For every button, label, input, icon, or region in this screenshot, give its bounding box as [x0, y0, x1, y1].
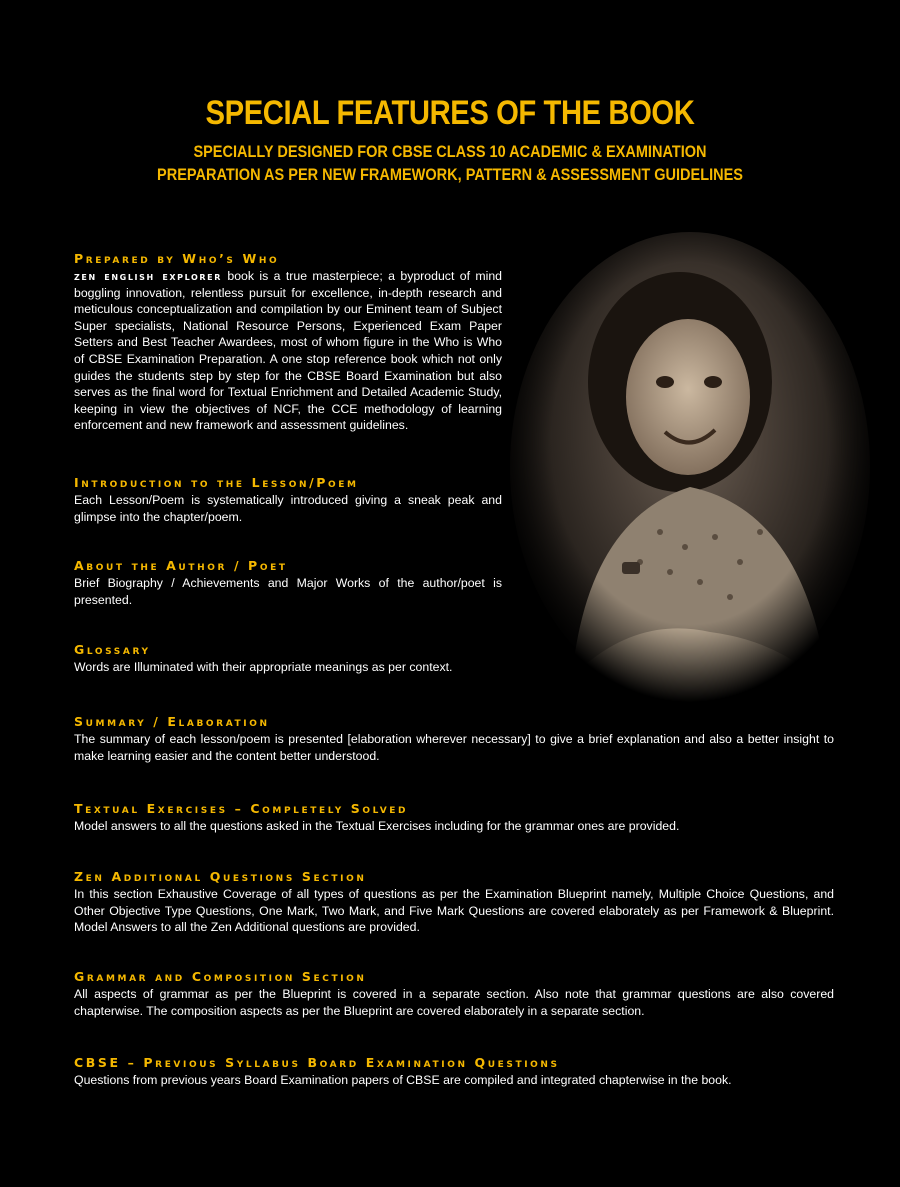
section-cbse-previous: [74, 1055, 834, 1089]
section-heading: Glossary: [74, 642, 151, 657]
section-body: Words are Illuminated with their appropriate meanings as per context.: [74, 660, 453, 674]
book-brand-name: zen english explorer: [74, 269, 223, 283]
section-body: Questions from previous years Board Examination papers of CBSE are compiled and integrated chapterwise in the book.: [74, 1073, 732, 1087]
section-body: Model answers to all the questions asked in the Textual Exercises including for the grammar ones are provided.: [74, 819, 680, 833]
section-grammar-composition: [74, 969, 834, 1019]
section-textual-exercises: [74, 801, 834, 835]
section-introduction: [74, 475, 502, 525]
portrait-photo: [510, 232, 870, 702]
page-title: SPECIAL FEATURES OF THE BOOK: [205, 94, 695, 132]
section-heading: Prepared by Who’s Who: [74, 251, 280, 266]
section-body: [74, 268, 502, 434]
section-heading: CBSE – Previous Syllabus Board Examination Questions: [74, 1055, 560, 1070]
section-body: In this section Exhaustive Coverage of all types of questions as per the Examination Blueprint namely, Multiple Choice Questions, and Other Objective Type Questions, One Mark, Two Mark, and Five Mark Questions are covered elaborately as per Framework & Blueprint. Model Answers to all the Zen Additional questions are provided.: [74, 887, 834, 935]
section-heading: Zen Additional Questions Section: [74, 869, 367, 884]
section-body: The summary of each lesson/poem is presented [elaboration wherever necessary] to give a brief explanation and also a better insight to make learning easier and the content better understood.: [74, 732, 834, 763]
section-body: All aspects of grammar as per the Blueprint is covered in a separate section. Also note that grammar questions are also covered chapterwise. The composition aspects as per the Blueprint are covered elaborately in a separate section.: [74, 987, 834, 1018]
section-body-text: book is a true masterpiece; a byproduct of mind boggling innovation, relentless pursuit for excellence, in-depth research and meticulous conceptualization and compilation by our Eminent team of Subject Super specialists, National Resource Persons, Experienced Exam Paper Setters and Best Teacher Awardees, most of whom figure in the Who is Who of CBSE Examination Preparation. A one stop reference book which not only guides the students step by step for the CBSE Board Examination but also serves as the final word for Textual Enrichment and Detailed Academic Study, keeping in view the objectives of NCF, the CCE methodology of learning enforcement and new framework and assessment guidelines.: [74, 269, 502, 433]
page-subtitle-line-2: PREPARATION AS PER NEW FRAMEWORK, PATTERN & ASSESSMENT GUIDELINES: [157, 166, 743, 184]
section-heading: Summary / Elaboration: [74, 714, 270, 729]
section-body: Each Lesson/Poem is systematically introduced giving a sneak peak and glimpse into the chapter/poem.: [74, 493, 502, 524]
section-zen-additional: [74, 869, 834, 936]
section-prepared-by: [74, 251, 502, 434]
page-subtitle-line-1: SPECIALLY DESIGNED FOR CBSE CLASS 10 ACADEMIC & EXAMINATION: [193, 143, 707, 161]
portrait-illustration: [510, 232, 870, 702]
section-summary: [74, 714, 834, 764]
section-heading: Introduction to the Lesson/Poem: [74, 475, 359, 490]
section-heading: Textual Exercises – Completely Solved: [74, 801, 409, 816]
section-glossary: [74, 642, 834, 676]
section-heading: Grammar and Composition Section: [74, 969, 367, 984]
section-heading: About the Author / Poet: [74, 558, 288, 573]
section-body: Brief Biography / Achievements and Major Works of the author/poet is presented.: [74, 576, 502, 607]
section-about-author: [74, 558, 502, 608]
